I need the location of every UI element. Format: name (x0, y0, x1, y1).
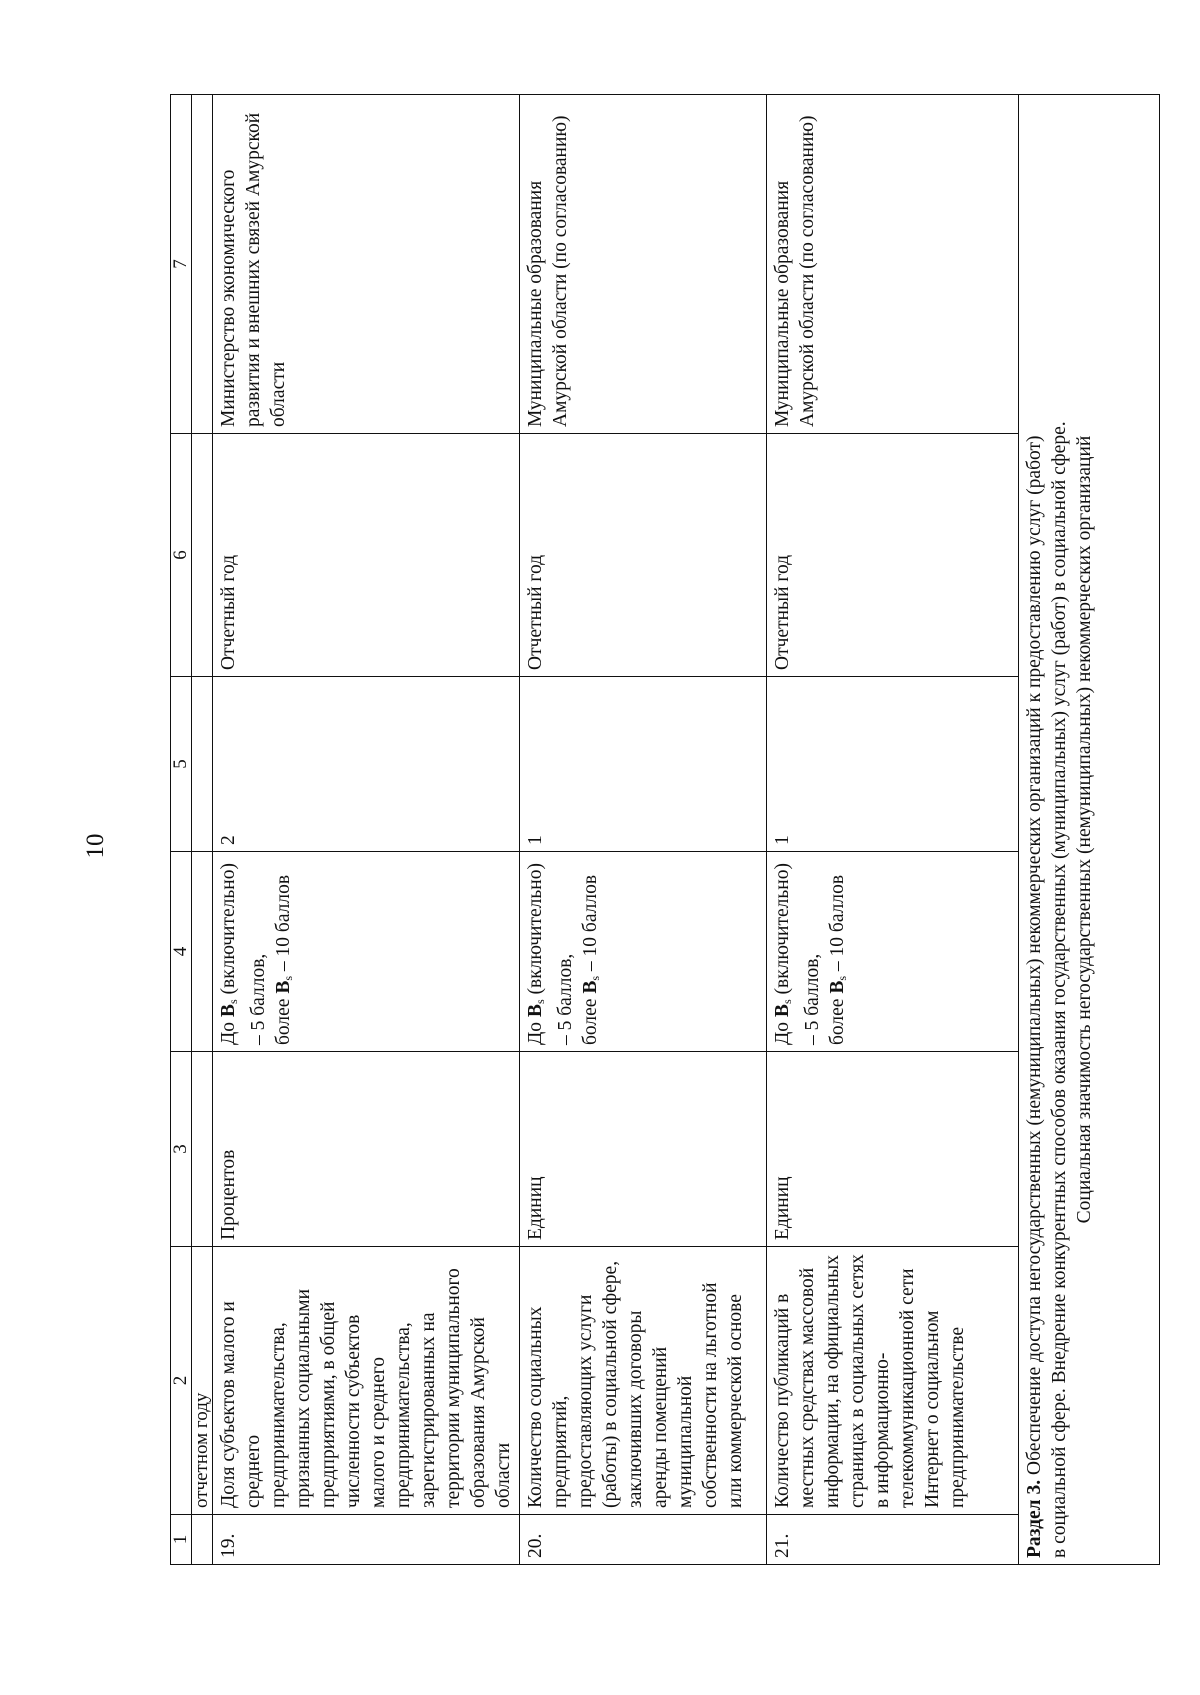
continuation-cell (192, 1052, 213, 1247)
scoring-scale: До $B_s$ (включительно) – 5 баллов, более $B_s - 10$ баллов (520, 852, 767, 1052)
unit-of-measure: Единиц (520, 1052, 767, 1247)
header-cell-3: 3 (171, 1052, 192, 1247)
continuation-cell (192, 852, 213, 1052)
section-row (1019, 95, 1160, 1565)
row-number: 21. (767, 1515, 1019, 1565)
continuation-row (192, 95, 213, 1565)
header-cell-5: 5 (171, 677, 192, 852)
section-title-line-1: Обеспечение доступа негосударственных (немуниципальных) некоммерческих организаций к предоставлению услуг (работ) (1024, 435, 1045, 1480)
responsible-body: Министерство экономического развития и внешних связей Амурской области (213, 95, 520, 434)
rotated-page-content (170, 95, 1160, 1565)
reporting-period: Отчетный год (520, 434, 767, 677)
unit-of-measure: Единиц (767, 1052, 1019, 1247)
header-cell-4: 4 (171, 852, 192, 1052)
target-value: 1 (767, 677, 1019, 852)
target-value: 2 (213, 677, 520, 852)
row-number: 20. (520, 1515, 767, 1565)
reporting-period: Отчетный год (767, 434, 1019, 677)
section-title-line-2: в социальной сфере. Внедрение конкурентных способов оказания государственных (муниципальных) услуг (работ) в социальной сфере. (1049, 421, 1070, 1558)
continuation-cell (192, 434, 213, 677)
header-cell-2: 2 (171, 1247, 192, 1515)
indicator-name: Доля субъектов малого и среднего предпринимательства, признанных социальными предприятиями, в общей численности субъектов малого и среднего предпринимательства, зарегистрированных на территории муниципального образования Амурской области (213, 1247, 520, 1515)
table-row (767, 95, 1019, 1565)
table-row (520, 95, 767, 1565)
scoring-scale: До $B_s$ (включительно) – 5 баллов, более $B_s - 10$ баллов (213, 852, 520, 1052)
indicator-name: Количество социальных предприятий, предоставляющих услуги (работы) в социальной сфере, заключивших договоры аренды помещений муниципальной собственности на льготной или коммерческой основе (520, 1247, 767, 1515)
responsible-body: Муниципальные образования Амурской области (по согласованию) (520, 95, 767, 434)
reporting-period: Отчетный год (213, 434, 520, 677)
table-row (213, 95, 520, 1565)
header-cell-6: 6 (171, 434, 192, 677)
responsible-body: Муниципальные образования Амурской области (по согласованию) (767, 95, 1019, 434)
indicator-name: Количество публикаций в местных средствах массовой информации, на официальных страницах в социальных сетях в информационно-телекоммуникационной сети Интернет о социальном предпринимательстве (767, 1247, 1019, 1515)
section-label: Раздел 3. (1024, 1479, 1045, 1558)
section-heading (1019, 95, 1160, 1565)
section-title-line-3: Социальная значимость негосударственных (немуниципальных) некоммерческих организаций (1074, 435, 1095, 1224)
page-number: 10 (82, 833, 109, 859)
header-cell-1: 1 (171, 1515, 192, 1565)
header-row (171, 95, 192, 1565)
continuation-cell (192, 1515, 213, 1565)
unit-of-measure: Процентов (213, 1052, 520, 1247)
indicators-table (170, 94, 1160, 1565)
header-cell-7: 7 (171, 95, 192, 434)
continuation-text: отчетном году (192, 1247, 213, 1515)
continuation-cell (192, 677, 213, 852)
row-number: 19. (213, 1515, 520, 1565)
scoring-scale: До $B_s$ (включительно) – 5 баллов, более $B_s - 10$ баллов (767, 852, 1019, 1052)
continuation-cell (192, 95, 213, 434)
target-value: 1 (520, 677, 767, 852)
